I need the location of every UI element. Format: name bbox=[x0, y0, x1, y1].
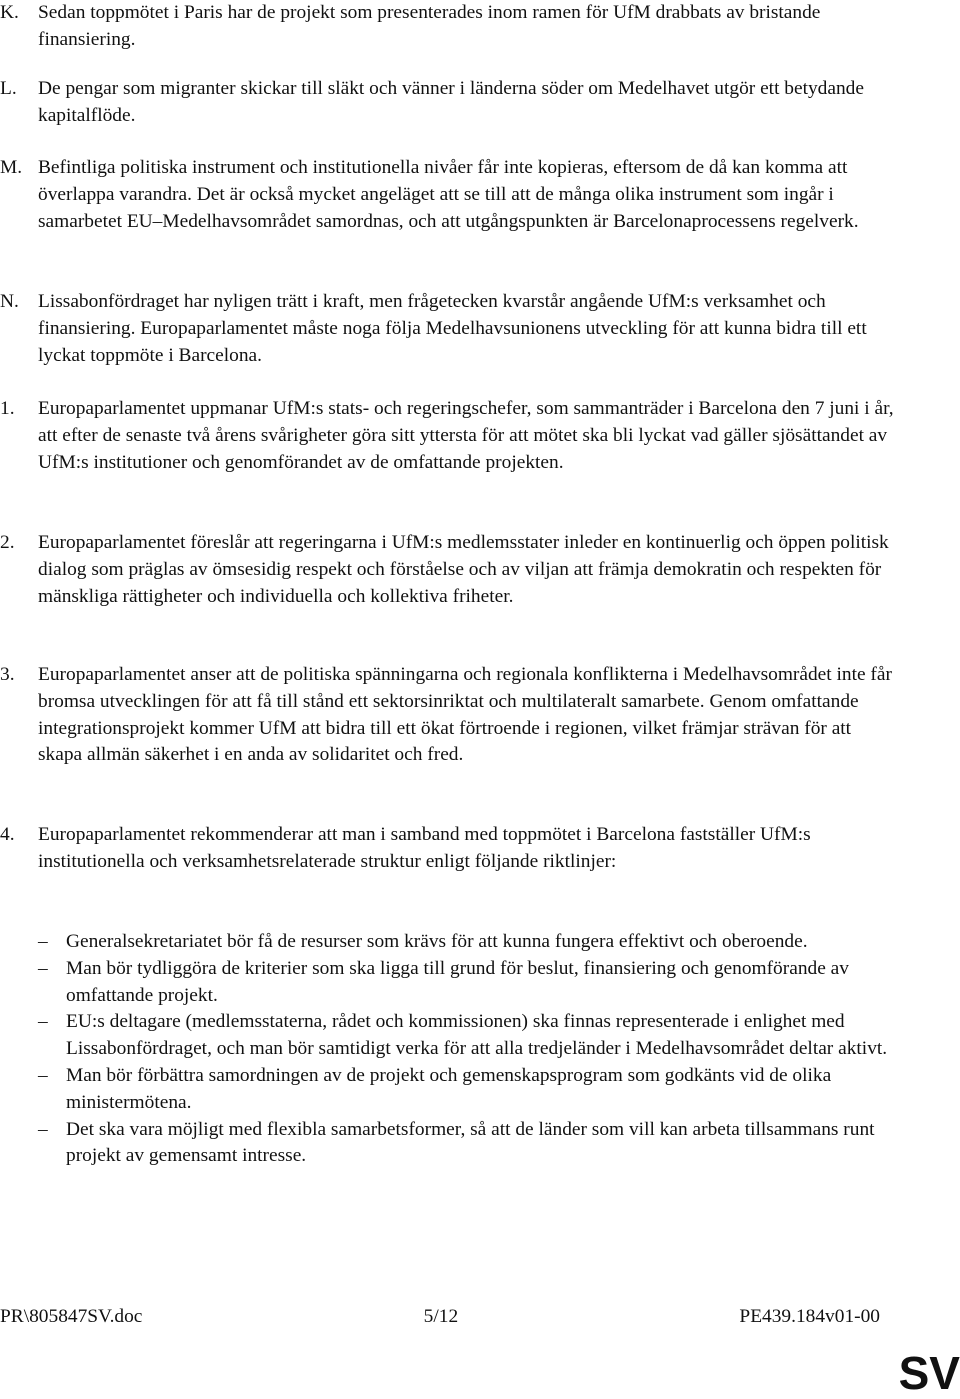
paragraph-text: Europaparlamentet anser att de politiska spänningarna och regionala konflikterna i Medelhavsområdet inte får bromsa utvecklingen för att få till stånd ett sektorsinriktat och multilateralt samarbete. Genom omfattande integrationsprojekt kommer UfM att bidra till ett ökat förtroende i regionen, vilket främjar strävan för att skapa allmän säkerhet i en anda av solidaritet och fred. bbox=[38, 664, 892, 766]
page-number: 5/12 bbox=[423, 1306, 459, 1327]
guideline-text: Generalsekretariatet bör få de resurser som krävs för att kunna fungera effektivt och oberoende. bbox=[66, 931, 808, 952]
paragraph-2 bbox=[0, 530, 960, 610]
paragraph-number: 3. bbox=[0, 664, 15, 685]
paragraph-text: Europaparlamentet föreslår att regeringarna i UfM:s medlemsstater inleder en kontinuerlig och öppen politisk dialog som präglas av ömsesidig respekt och förståelse och av viljan att främja demokratin och respekten för mänskliga rättigheter och individuella och kollektiva friheter. bbox=[38, 532, 889, 607]
recital-l bbox=[0, 76, 960, 130]
paragraph-3 bbox=[0, 662, 960, 769]
pe-reference: PE439.184v01-00 bbox=[739, 1306, 880, 1327]
dash-bullet: – bbox=[38, 1064, 48, 1086]
guideline-text: Man bör tydliggöra de kriterier som ska ligga till grund för beslut, finansiering och genomförande av omfattande projekt. bbox=[66, 957, 849, 1006]
recital-label: N. bbox=[0, 291, 19, 312]
guideline-item bbox=[0, 929, 960, 956]
document-reference: PR\805847SV.doc bbox=[0, 1306, 143, 1327]
recital-label: L. bbox=[0, 78, 17, 99]
paragraph-text: Europaparlamentet uppmanar UfM:s stats- och regeringschefer, som sammanträder i Barcelona den 7 juni i år, att efter de senaste två årens svårigheter göra sitt yttersta för att mötet ska bli lyckat vad gäller sjösättandet av UfM:s institutioner och genomförandet av de omfattande projekten. bbox=[38, 398, 894, 473]
paragraph-number: 2. bbox=[0, 532, 15, 553]
page-footer bbox=[0, 1304, 880, 1331]
dash-bullet: – bbox=[38, 1118, 48, 1140]
recital-label: K. bbox=[0, 2, 19, 23]
guideline-item bbox=[0, 1009, 960, 1063]
paragraph-1 bbox=[0, 396, 960, 476]
guideline-list bbox=[0, 929, 960, 1170]
recital-m bbox=[0, 155, 960, 235]
guideline-item bbox=[0, 956, 960, 1010]
paragraph-number: 4. bbox=[0, 824, 15, 845]
recital-text: Befintliga politiska instrument och institutionella nivåer får inte kopieras, eftersom de då kan komma att överlappa varandra. Det är också mycket angeläget att se till att de många olika instrument som ingår i samarbetet EU–Medelhavsområdet samordnas, och att utgångspunkten är Barcelonaprocessens regelverk. bbox=[38, 157, 859, 232]
paragraph-text: Europaparlamentet rekommenderar att man i samband med toppmötet i Barcelona fastställer UfM:s institutionella och verksamhetsrelaterade struktur enligt följande riktlinjer: bbox=[38, 824, 811, 872]
recital-label: M. bbox=[0, 157, 23, 178]
guideline-text: EU:s deltagare (medlemsstaterna, rådet och kommissionen) ska finnas representerade i enlighet med Lissabonfördraget, och man bör samtidigt verka för att alla tredjeländer i Medelhavsområdet deltar aktivt. bbox=[66, 1011, 888, 1060]
recital-k bbox=[0, 0, 960, 54]
guideline-text: Man bör förbättra samordningen av de projekt och gemenskapsprogram som godkänts vid de olika ministermötena. bbox=[66, 1064, 832, 1113]
recital-text: Lissabonfördraget har nyligen trätt i kraft, men frågetecken kvarstår angående UfM:s verksamhet och finansiering. Europaparlamentet måste noga följa Medelhavsunionens utveckling för att kunna bidra till ett lyckat toppmöte i Barcelona. bbox=[38, 291, 867, 366]
recital-text: De pengar som migranter skickar till släkt och vänner i länderna söder om Medelhavet utgör ett betydande kapitalflöde. bbox=[38, 78, 864, 126]
recital-text: Sedan toppmötet i Paris har de projekt som presenterades inom ramen för UfM drabbats av bristande finansiering. bbox=[38, 2, 821, 50]
dash-bullet: – bbox=[38, 931, 48, 952]
dash-bullet: – bbox=[38, 957, 48, 979]
recital-n bbox=[0, 289, 960, 369]
guideline-item bbox=[0, 1063, 960, 1117]
guideline-item bbox=[0, 1117, 960, 1171]
dash-bullet: – bbox=[38, 1011, 48, 1033]
guideline-text: Det ska vara möjligt med flexibla samarbetsformer, så att de länder som vill kan arbeta tillsammans runt projekt av gemensamt intresse. bbox=[66, 1118, 875, 1167]
paragraph-number: 1. bbox=[0, 398, 15, 419]
language-code: SV bbox=[898, 1347, 960, 1399]
paragraph-4 bbox=[0, 822, 960, 876]
